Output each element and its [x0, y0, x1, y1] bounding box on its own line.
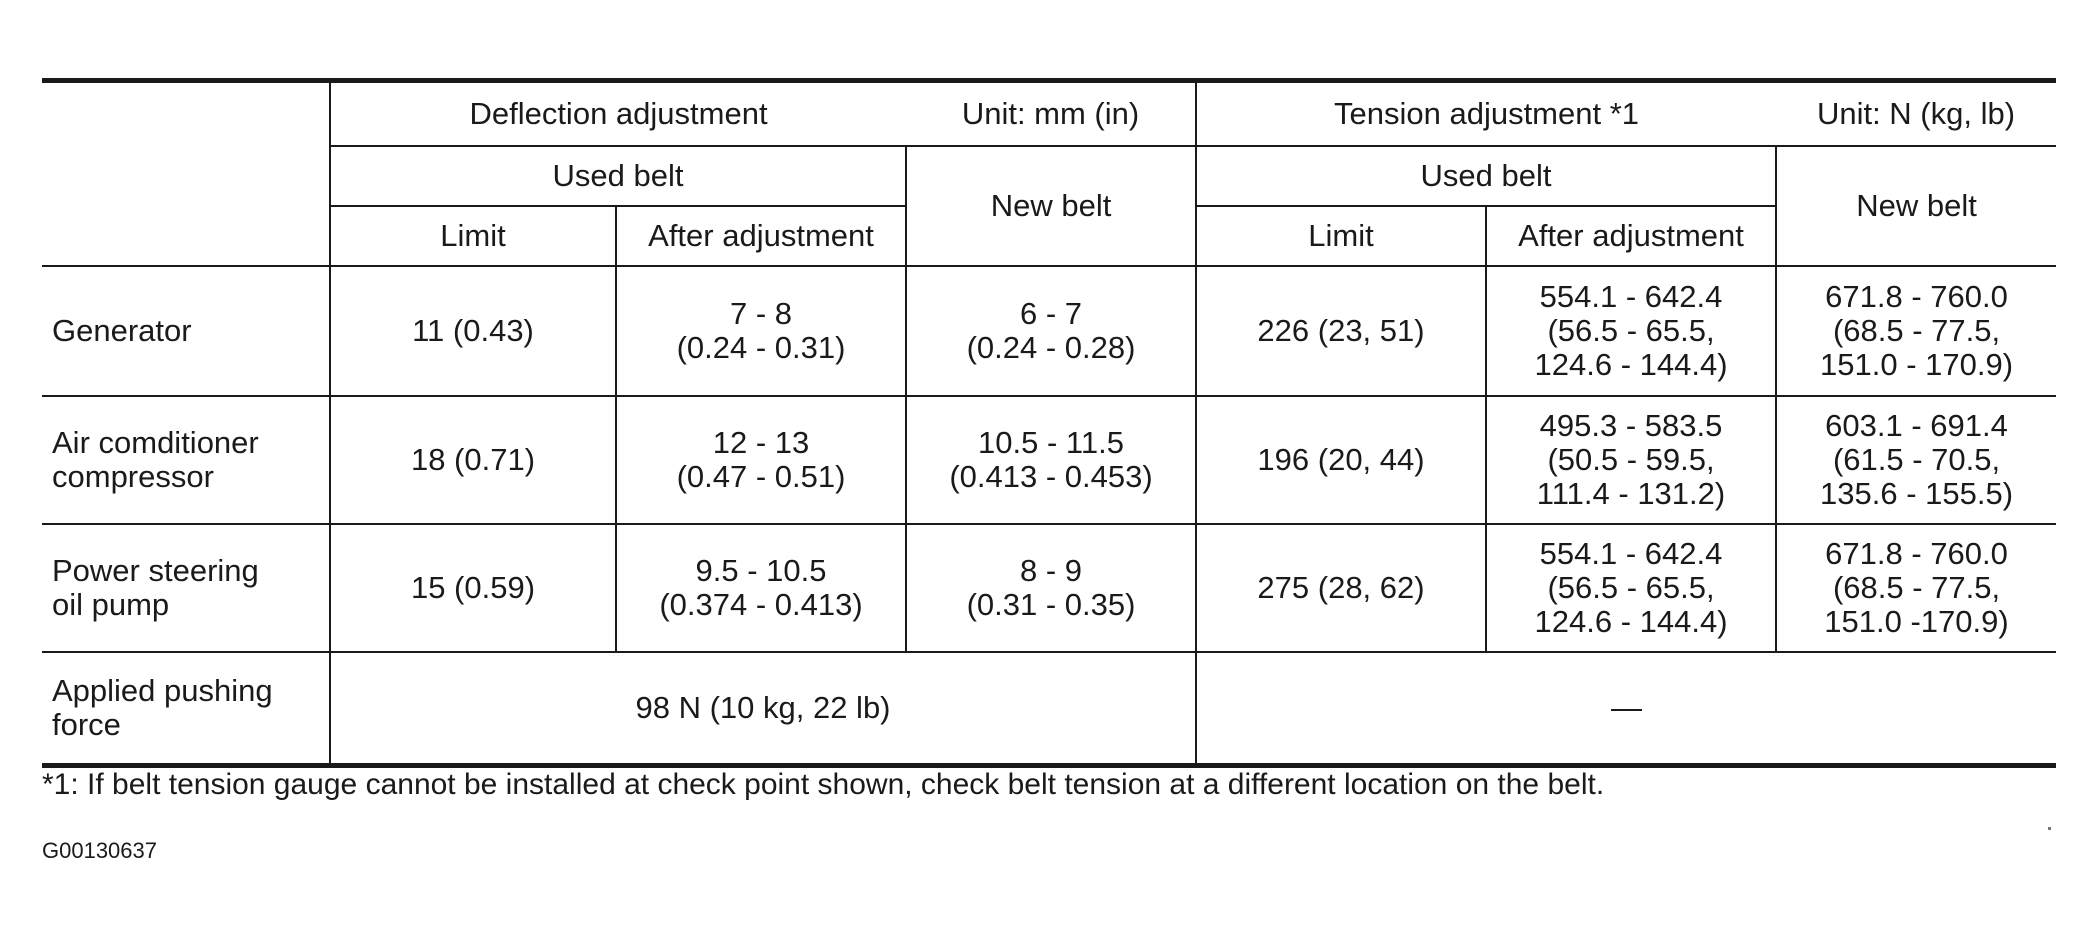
- deflection-limit-header: Limit: [330, 206, 616, 266]
- table-row: [42, 652, 2056, 763]
- deflection-title: Deflection adjustment: [330, 83, 906, 146]
- tension-new-value: 671.8 - 760.0 (68.5 - 77.5, 151.0 - 170.9): [1776, 266, 2056, 396]
- deflection-after-header: After adjustment: [616, 206, 906, 266]
- tension-new-value: 603.1 - 691.4 (61.5 - 70.5, 135.6 - 155.5): [1776, 396, 2056, 524]
- pushing-force-value: 98 N (10 kg, 22 lb): [330, 652, 1196, 763]
- row-label: Air comditioner compressor: [42, 396, 330, 524]
- tension-limit-value: 226 (23, 51): [1196, 266, 1486, 396]
- deflection-new-value: 10.5 - 11.5 (0.413 - 0.453): [906, 396, 1196, 524]
- tension-title: Tension adjustment *1: [1196, 83, 1776, 146]
- row-label: Generator: [42, 266, 330, 396]
- tension-not-applicable: —: [1196, 652, 2056, 763]
- row-label: Power steering oil pump: [42, 524, 330, 652]
- row-label: Applied pushing force: [42, 652, 330, 763]
- table-row: [42, 396, 2056, 524]
- tension-limit-value: 275 (28, 62): [1196, 524, 1486, 652]
- tension-limit-header: Limit: [1196, 206, 1486, 266]
- tension-after-value: 495.3 - 583.5 (50.5 - 59.5, 111.4 - 131.2): [1486, 396, 1776, 524]
- deflection-after-value: 7 - 8 (0.24 - 0.31): [616, 266, 906, 396]
- tension-used-belt-header: Used belt: [1196, 146, 1776, 206]
- tension-after-header: After adjustment: [1486, 206, 1776, 266]
- tension-after-value: 554.1 - 642.4 (56.5 - 65.5, 124.6 - 144.4): [1486, 524, 1776, 652]
- deflection-unit: Unit: mm (in): [906, 83, 1196, 146]
- tension-new-belt-header: New belt: [1776, 146, 2056, 266]
- deflection-limit-value: 15 (0.59): [330, 524, 616, 652]
- footnote: *1: If belt tension gauge cannot be installed at check point shown, check belt tension at a different location on the belt.: [42, 768, 1605, 801]
- deflection-used-belt-header: Used belt: [330, 146, 906, 206]
- header-corner-cell: [42, 83, 330, 266]
- table-row: [42, 524, 2056, 652]
- tension-limit-value: 196 (20, 44): [1196, 396, 1486, 524]
- tension-unit: Unit: N (kg, lb): [1776, 83, 2056, 146]
- deflection-new-belt-header: New belt: [906, 146, 1196, 266]
- deflection-new-value: 8 - 9 (0.31 - 0.35): [906, 524, 1196, 652]
- belt-adjustment-table: [42, 83, 2056, 763]
- scan-mark: [2048, 827, 2051, 830]
- deflection-limit-value: 18 (0.71): [330, 396, 616, 524]
- deflection-new-value: 6 - 7 (0.24 - 0.28): [906, 266, 1196, 396]
- deflection-after-value: 9.5 - 10.5 (0.374 - 0.413): [616, 524, 906, 652]
- figure-code: G00130637: [42, 838, 157, 863]
- deflection-after-value: 12 - 13 (0.47 - 0.51): [616, 396, 906, 524]
- header-row-2: [42, 146, 2056, 206]
- header-row-1: [42, 83, 2056, 146]
- tension-new-value: 671.8 - 760.0 (68.5 - 77.5, 151.0 -170.9): [1776, 524, 2056, 652]
- deflection-limit-value: 11 (0.43): [330, 266, 616, 396]
- table-row: [42, 266, 2056, 396]
- tension-after-value: 554.1 - 642.4 (56.5 - 65.5, 124.6 - 144.4): [1486, 266, 1776, 396]
